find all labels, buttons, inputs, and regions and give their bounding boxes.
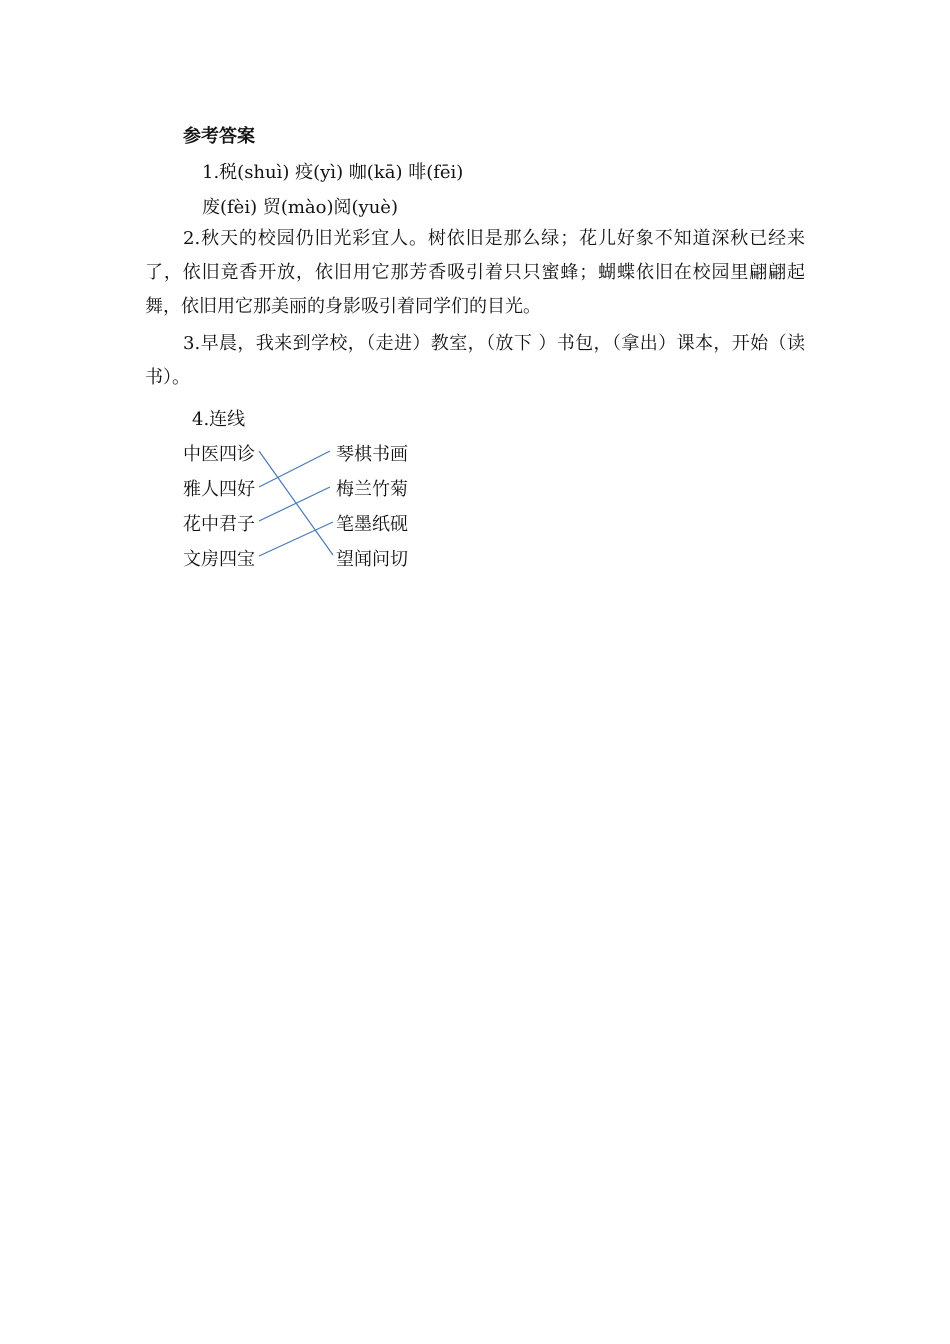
match-left-item: 中医四诊 bbox=[183, 444, 255, 465]
q2-paragraph: 2.秋天的校园仍旧光彩宜人。树依旧是那么绿；花儿好象不知道深秋已经来了，依旧竟香开放，依旧用它那芳香吸引着只只蜜蜂；蝴蝶依旧在校园里翩翩起舞，依旧用它那美丽的身影吸引着同学们的目光。 bbox=[145, 228, 805, 317]
match-right-item: 笔墨纸砚 bbox=[336, 514, 408, 535]
match-left-item: 雅人四好 bbox=[183, 479, 255, 500]
match-line bbox=[259, 451, 330, 487]
match-line bbox=[259, 487, 330, 521]
q3-paragraph: 3.早晨，我来到学校，（走进）教室，（放下 ）书包，（拿出）课本，开始（读书）。 bbox=[145, 333, 805, 388]
q1-line1: 1.税(shuì) 疫(yì) 咖(kā) 啡(fēi) bbox=[202, 162, 464, 183]
q1-line2: 废(fèi) 贸(mào)阅(yuè) bbox=[202, 197, 398, 218]
answer-heading: 参考答案 bbox=[183, 126, 255, 147]
match-right-item: 梅兰竹菊 bbox=[336, 479, 408, 500]
match-right-item: 琴棋书画 bbox=[336, 444, 408, 465]
match-line bbox=[259, 522, 333, 556]
match-left-item: 文房四宝 bbox=[183, 549, 255, 570]
match-right-item: 望闻问切 bbox=[336, 549, 408, 570]
q4-title: 4.连线 bbox=[192, 409, 246, 430]
match-left-item: 花中君子 bbox=[183, 514, 255, 535]
match-line bbox=[259, 451, 333, 555]
